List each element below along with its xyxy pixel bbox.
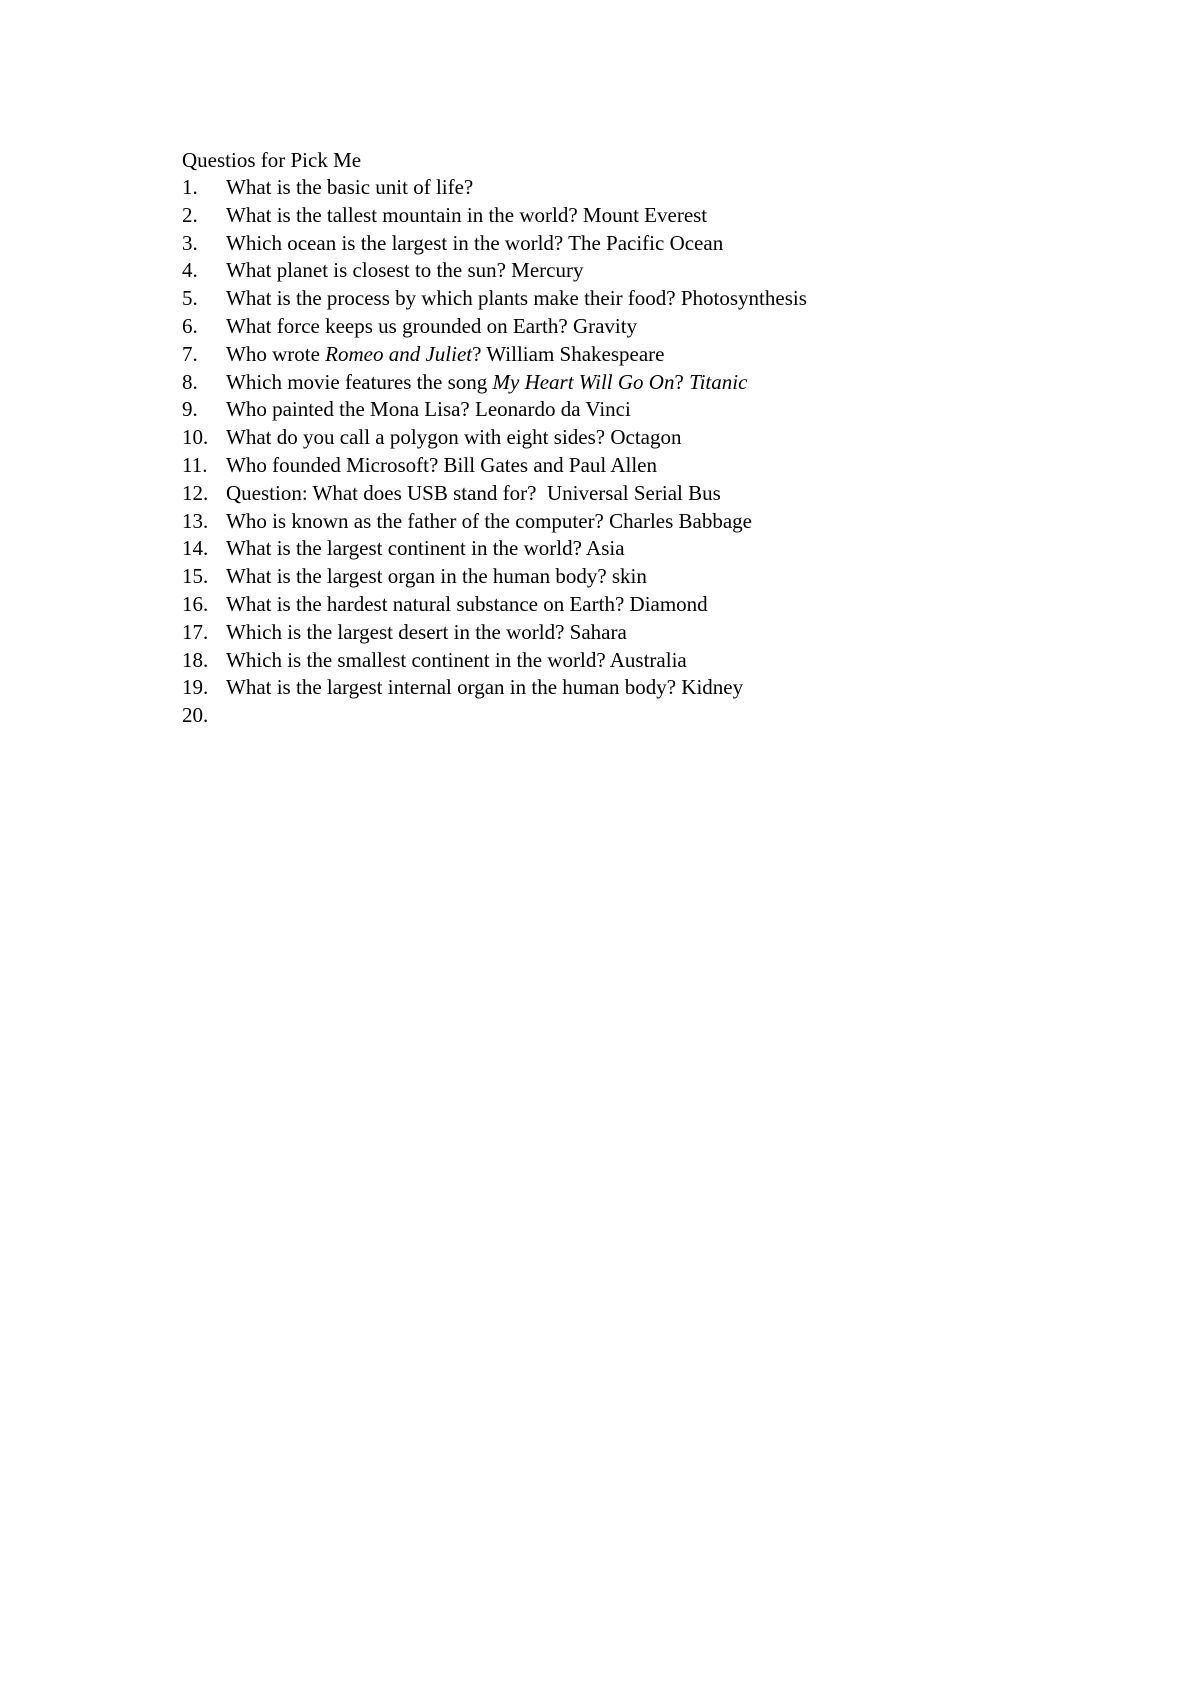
question-number: 2.	[182, 202, 198, 227]
question-text	[226, 702, 1082, 730]
question-text: What is the largest organ in the human body? skin	[226, 564, 647, 589]
question-number: 15.	[182, 564, 209, 589]
question-number: 5.	[182, 286, 198, 311]
question-text: What is the hardest natural substance on Earth? Diamond	[226, 591, 708, 616]
question-number: 14.	[182, 536, 209, 561]
question-text: What is the basic unit of life?	[226, 175, 474, 199]
question-text-part: Who wrote	[226, 341, 326, 366]
question-number: 3.	[182, 230, 198, 255]
question-text: Which is the largest desert in the world? Sahara	[226, 619, 627, 644]
question-text: What is the process by which plants make their food? Photosynthesis	[226, 286, 807, 311]
question-number: 4.	[182, 258, 198, 283]
question-text-part: ?	[674, 369, 690, 394]
question-item	[182, 396, 1082, 424]
question-number: 6.	[182, 313, 198, 338]
song-title: My Heart Will Go On	[492, 369, 675, 394]
document-body	[182, 146, 1082, 730]
question-number: 7.	[182, 341, 198, 366]
question-text: What is the largest internal organ in the human body? Kidney	[226, 675, 744, 700]
question-text	[226, 369, 1082, 397]
question-number: 20.	[182, 703, 209, 728]
question-item	[182, 174, 1082, 202]
question-number: 16.	[182, 591, 209, 616]
question-text: Which is the smallest continent in the world? Australia	[226, 647, 687, 672]
question-text: Which ocean is the largest in the world? The Pacific Ocean	[226, 230, 724, 255]
play-title: Romeo and Juliet	[325, 341, 473, 366]
question-item	[182, 702, 1082, 730]
question-item	[182, 563, 1082, 591]
question-item	[182, 619, 1082, 647]
question-number: 8.	[182, 369, 198, 394]
question-number: 19.	[182, 675, 209, 700]
question-item	[182, 341, 1082, 369]
question-item	[182, 313, 1082, 341]
question-item	[182, 257, 1082, 285]
question-text: What do you call a polygon with eight sides? Octagon	[226, 425, 682, 450]
question-item	[182, 591, 1082, 619]
question-list	[182, 174, 1082, 730]
question-item	[182, 480, 1082, 508]
question-number: 11.	[182, 452, 208, 477]
question-text: What planet is closest to the sun? Mercury	[226, 258, 584, 283]
question-number: 9.	[182, 397, 198, 422]
question-number: 12.	[182, 480, 209, 505]
movie-title: Titanic	[689, 369, 748, 394]
question-item	[182, 535, 1082, 563]
question-item	[182, 230, 1082, 258]
question-item	[182, 202, 1082, 230]
question-item	[182, 508, 1082, 536]
question-text: Who painted the Mona Lisa? Leonardo da Vinci	[226, 397, 631, 422]
question-text: Who founded Microsoft? Bill Gates and Paul Allen	[226, 452, 658, 477]
question-number: 13.	[182, 508, 209, 533]
question-text: Question: What does USB stand for? Universal Serial Bus	[226, 480, 721, 505]
question-item	[182, 647, 1082, 675]
question-text: Who is known as the father of the computer? Charles Babbage	[226, 508, 752, 533]
question-number: 18.	[182, 647, 209, 672]
question-item	[182, 674, 1082, 702]
question-number: 10.	[182, 425, 209, 450]
document-title: Questios for Pick Me	[182, 148, 362, 172]
question-text: What is the tallest mountain in the world? Mount Everest	[226, 202, 708, 227]
question-text-part: ? William Shakespeare	[472, 341, 665, 366]
question-text: What force keeps us grounded on Earth? Gravity	[226, 313, 638, 338]
question-item	[182, 369, 1082, 397]
question-text	[226, 341, 1082, 369]
question-item	[182, 452, 1082, 480]
question-number: 1.	[182, 175, 198, 199]
question-number: 17.	[182, 619, 209, 644]
question-text-part: Which movie features the song	[226, 369, 493, 394]
question-item	[182, 285, 1082, 313]
question-item	[182, 424, 1082, 452]
question-text: What is the largest continent in the world? Asia	[226, 536, 625, 561]
